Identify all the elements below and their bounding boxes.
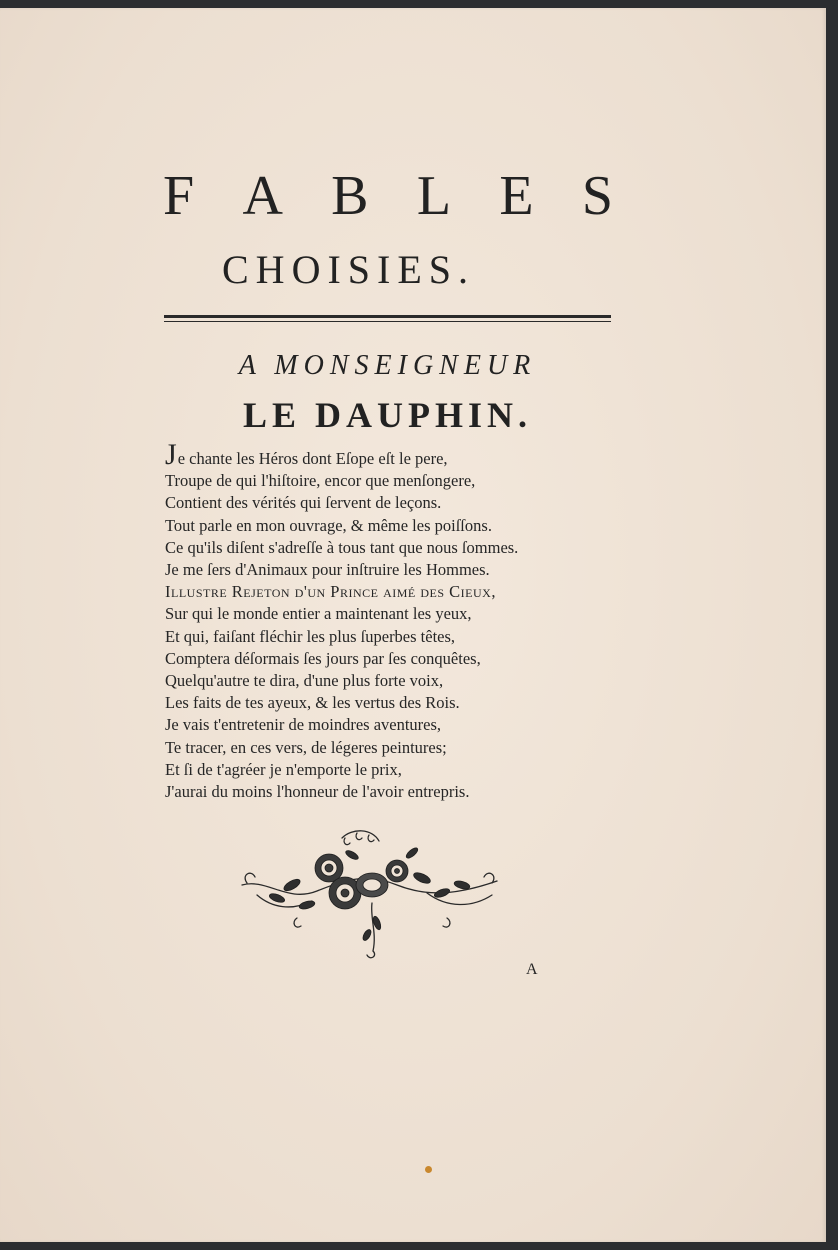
page-subtitle: CHOISIES. (222, 247, 476, 292)
title-letter: S (581, 165, 613, 227)
poem-line: Je vais t'entretenir de moindres aventures, (165, 715, 442, 735)
poem-line: Troupe de qui l'hiſtoire, encor que menſongere, (165, 471, 476, 491)
divider-thin (164, 321, 611, 322)
title-letter: L (416, 165, 452, 227)
book-page (0, 8, 826, 1242)
title-letter: A (242, 165, 283, 227)
divider-thick (164, 315, 611, 318)
poem-line: Tout parle en mon ouvrage, & même les poiſſons. (165, 515, 492, 535)
drop-cap: J (165, 438, 177, 471)
poem-line: Contient des vérités qui ſervent de leçons. (165, 493, 442, 513)
poem-line: Comptera déſormais ſes jours par ſes conquêtes, (165, 648, 481, 668)
title-letter: F (163, 165, 195, 227)
title-letter: E (499, 165, 534, 227)
poem-line: Les faits de tes ayeux, & les vertus des Rois. (165, 693, 460, 713)
poem-line: Ce qu'ils diſent s'adreſſe à tous tant que nous ſommes. (165, 537, 519, 557)
poem-line: Illustre Rejeton d'un Prince aimé des Cieux, (165, 582, 496, 602)
floral-ornament-icon (237, 823, 503, 963)
poem-line: Je chante les Héros dont Eſope eſt le pere, (165, 438, 448, 471)
poem-line: Et qui, faiſant fléchir les plus ſuperbes têtes, (165, 626, 456, 646)
title-letter: B (331, 165, 369, 227)
poem (165, 438, 605, 803)
poem-line: J'aurai du moins l'honneur de l'avoir entrepris. (165, 782, 470, 802)
poem-line: Quelqu'autre te dira, d'une plus forte voix, (165, 671, 444, 691)
poem-line: Te tracer, en ces vers, de légeres peintures; (165, 737, 447, 757)
page-title (163, 166, 613, 226)
dedication-heading: A MONSEIGNEUR (238, 350, 537, 381)
poem-line: Je me ſers d'Animaux pour inſtruire les Hommes. (165, 560, 490, 580)
poem-line: Sur qui le monde entier a maintenant les yeux, (165, 604, 472, 624)
poem-line: Et ſi de t'agréer je n'emporte le prix, (165, 759, 402, 779)
signature-mark: A (526, 961, 538, 978)
recipient-heading: LE DAUPHIN. (242, 395, 533, 435)
paper-stain (425, 1166, 432, 1173)
